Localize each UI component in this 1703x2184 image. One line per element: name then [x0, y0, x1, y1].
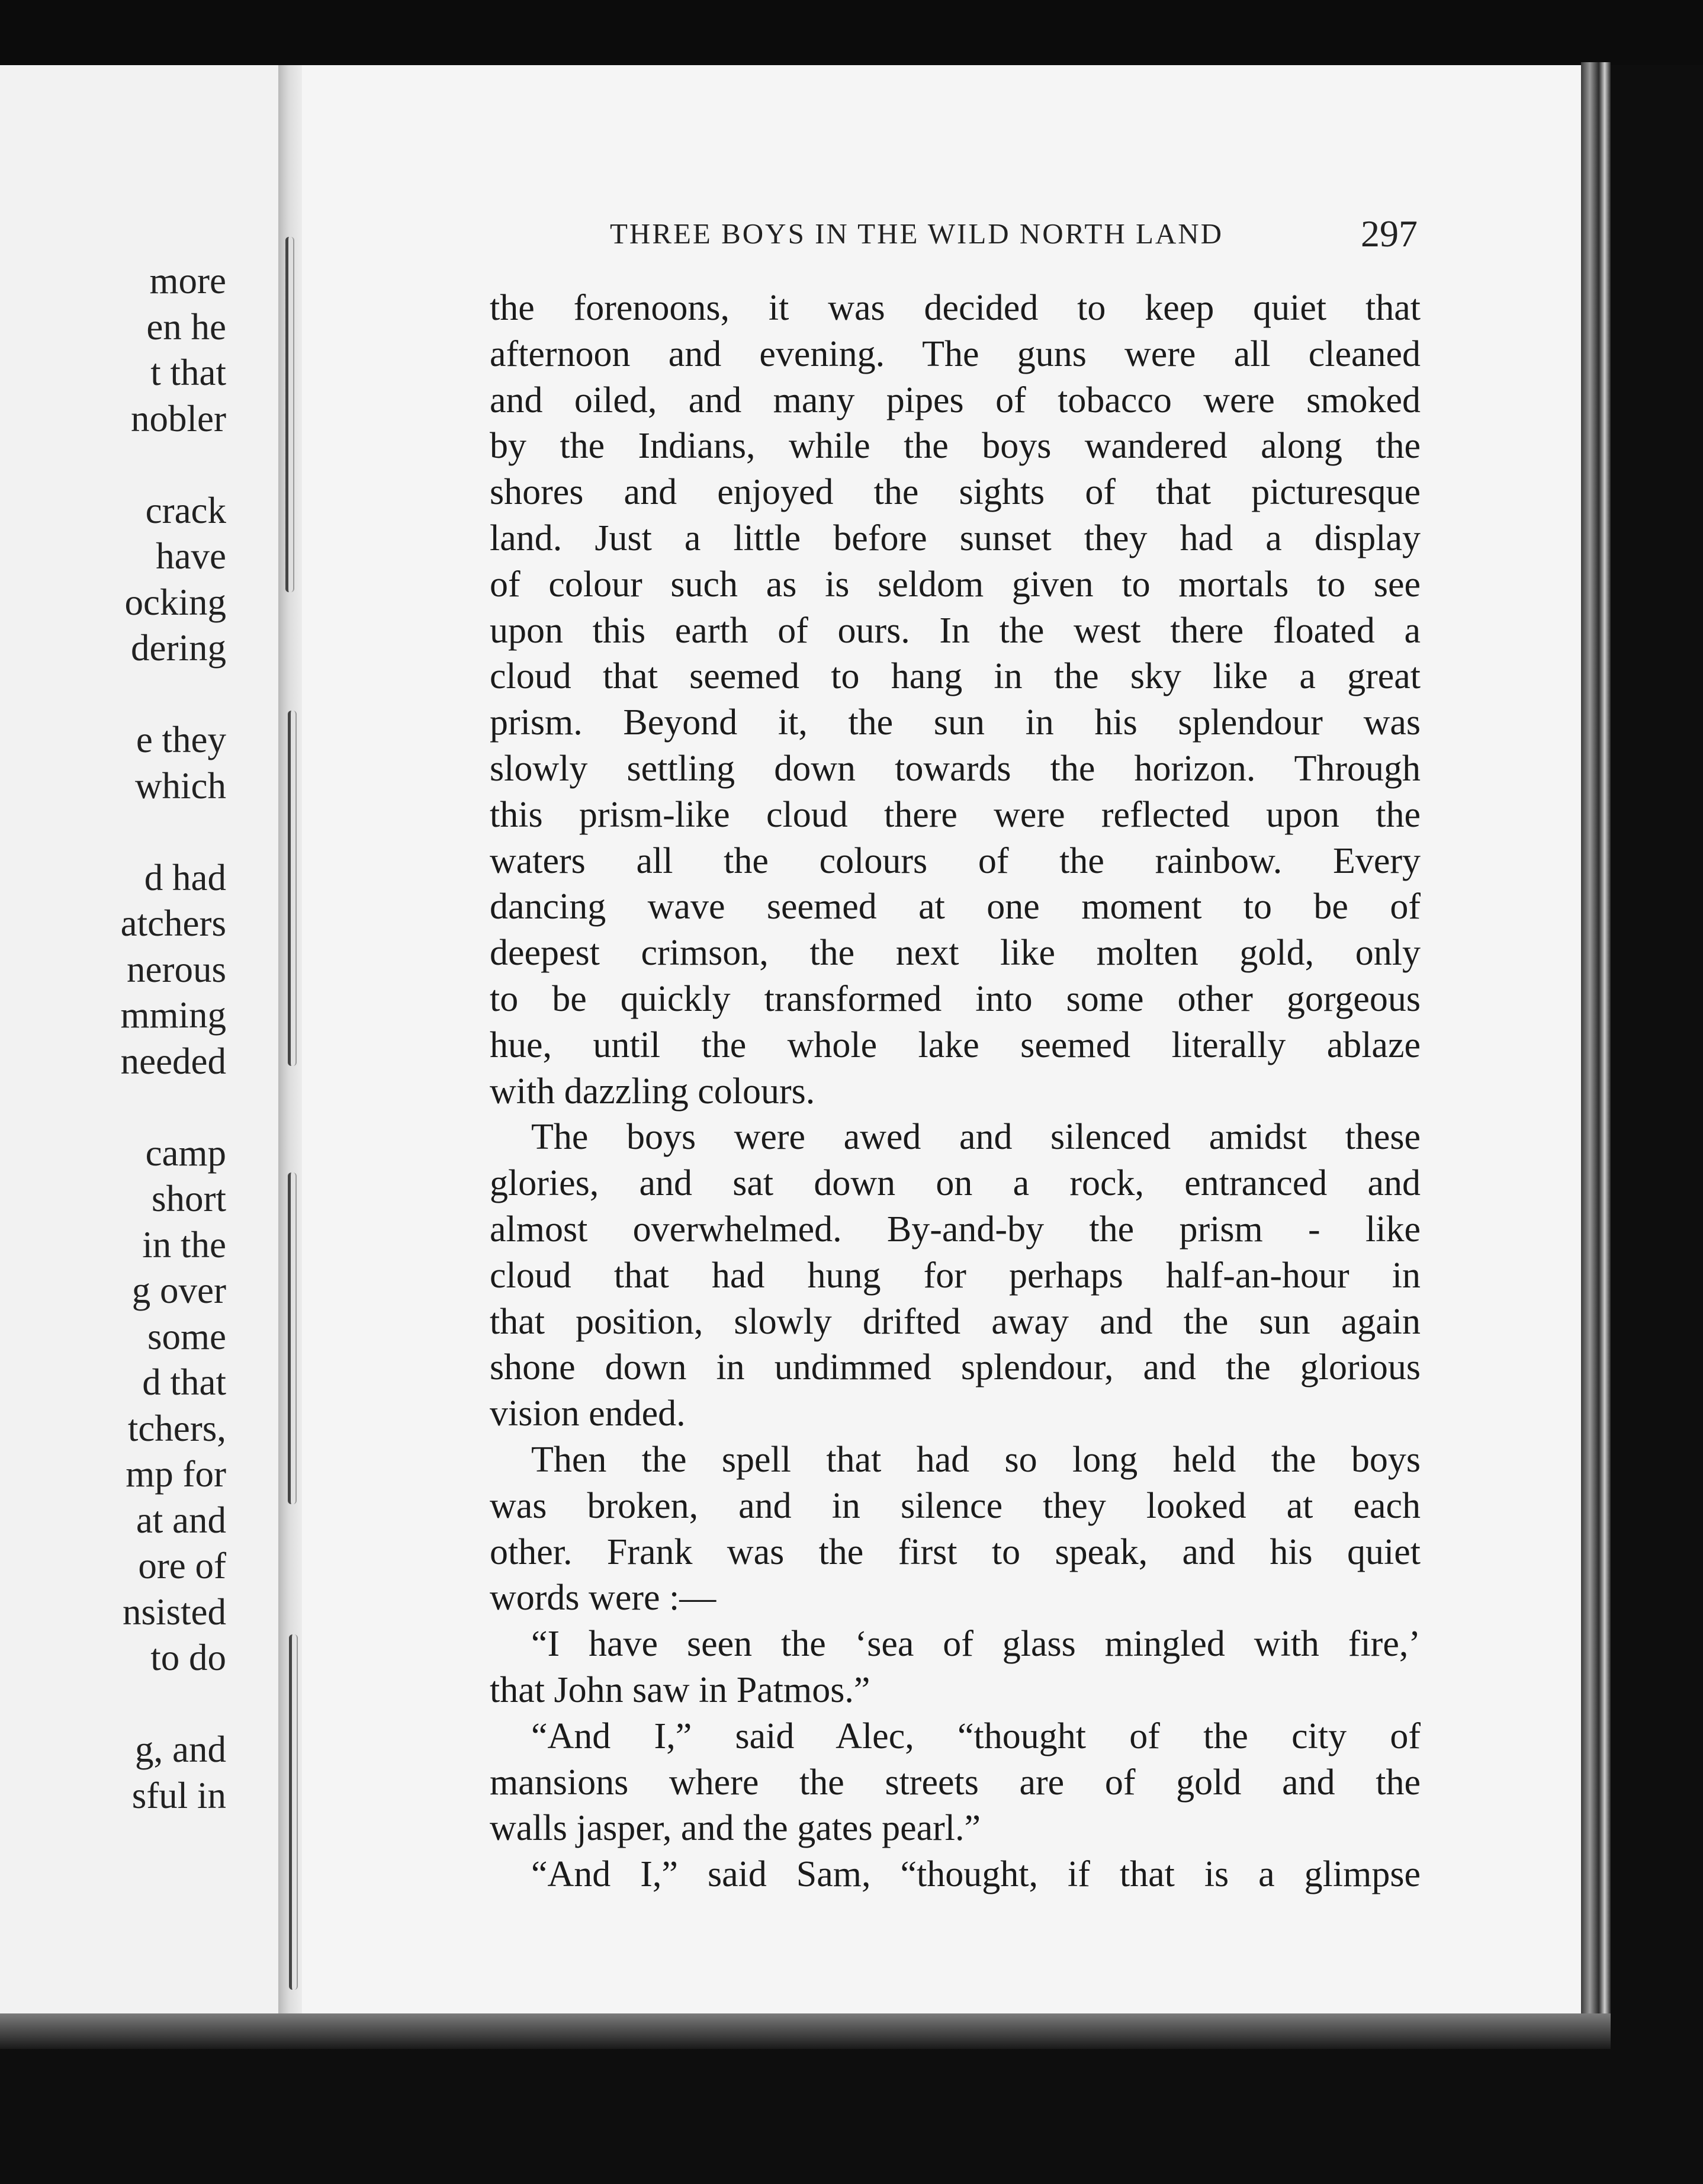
page-bottom-edge [0, 2013, 1611, 2049]
binding-stitch [288, 711, 297, 1066]
facing-page-line: sful in [131, 1774, 226, 1816]
text-line: slowly settling down towards the horizon. Through [490, 748, 1421, 789]
text-line: with dazzling colours. [490, 1071, 815, 1112]
facing-page-line: g over [131, 1270, 226, 1311]
text-line: deepest crimson, the next like molten gold, only [490, 933, 1421, 974]
text-line: that position, slowly drifted away and the sun again [490, 1301, 1421, 1342]
text-line: upon this earth of ours. In the west there floated a [490, 610, 1421, 651]
text-line: cloud that had hung for perhaps half-an-hour in [490, 1255, 1421, 1296]
facing-page-line: t that [150, 352, 226, 393]
text-line: waters all the colours of the rainbow. Every [490, 840, 1421, 881]
facing-page-line: g, and [135, 1729, 226, 1770]
text-line: walls jasper, and the gates pearl.” [490, 1808, 981, 1849]
text-line: The boys were awed and silenced amidst these [531, 1117, 1421, 1158]
text-line: “And I,” said Alec, “thought of the city of [531, 1716, 1421, 1756]
facing-page-line: nobler [131, 397, 226, 439]
scan-background [0, 0, 1703, 65]
text-line: Then the spell that had so long held the boys [531, 1439, 1421, 1480]
paragraph [490, 1621, 1421, 1714]
facing-page-line: which [135, 765, 226, 807]
page-body-text [490, 285, 1421, 1898]
text-line: this prism-like cloud there were reflected upon the [490, 794, 1421, 835]
facing-page-line: e they [136, 719, 226, 760]
text-line: dancing wave seemed at one moment to be of [490, 887, 1421, 927]
facing-page-line: en he [146, 306, 226, 348]
facing-page-line: ocking [124, 581, 226, 623]
facing-page-line: some [147, 1315, 226, 1357]
text-line: “And I,” said Sam, “thought, if that is a glimpse [531, 1854, 1421, 1895]
page-number: 297 [1361, 213, 1418, 255]
text-line: hue, until the whole lake seemed literally ablaze [490, 1024, 1421, 1065]
text-line: glories, and sat down on a rock, entranced and [490, 1163, 1421, 1204]
paragraph [490, 1437, 1421, 1621]
text-line: “I have seen the ‘sea of glass mingled with fire,’ [531, 1624, 1421, 1665]
text-line: cloud that seemed to hang in the sky like a great [490, 656, 1421, 697]
text-line: and oiled, and many pipes of tobacco were smoked [490, 380, 1421, 420]
facing-page-line: nerous [127, 948, 226, 990]
text-line: mansions where the streets are of gold and the [490, 1762, 1421, 1803]
text-line: the forenoons, it was decided to keep quiet that [490, 288, 1421, 328]
paragraph [490, 285, 1421, 1115]
paragraph [490, 1115, 1421, 1437]
text-line: prism. Beyond it, the sun in his splendour was [490, 702, 1421, 743]
binding-stitch [288, 1173, 297, 1504]
text-line: other. Frank was the first to speak, and his quiet [490, 1531, 1421, 1572]
facing-page-line: in the [142, 1223, 226, 1266]
text-line: land. Just a little before sunset they had a display [490, 518, 1421, 558]
text-line: words were :— [490, 1578, 716, 1618]
text-line: vision ended. [490, 1393, 686, 1434]
facing-page-line: needed [120, 1040, 226, 1082]
facing-page-line: short [152, 1178, 226, 1219]
binding-stitch [285, 237, 294, 592]
running-head: THREE BOYS IN THE WILD NORTH LAND [610, 217, 1224, 250]
text-line: of colour such as is seldom given to mortals to see [490, 564, 1421, 605]
paragraph [490, 1852, 1421, 1898]
facing-page-line: nsisted [122, 1591, 226, 1633]
text-line: afternoon and evening. The guns were all cleaned [490, 333, 1421, 374]
facing-page-line: camp [145, 1132, 226, 1174]
facing-page-line: have [156, 535, 226, 577]
facing-page-line: tchers, [127, 1407, 226, 1449]
binding-stitch [289, 1634, 298, 1990]
facing-page-line: to do [150, 1637, 226, 1678]
text-line: shone down in undimmed splendour, and the glorious [490, 1347, 1421, 1388]
text-line: to be quickly transformed into some other gorgeous [490, 978, 1421, 1019]
page-edge [1581, 62, 1611, 2022]
facing-page-line: mp for [126, 1453, 226, 1495]
facing-page-line: d that [142, 1361, 226, 1403]
facing-page-line: more [149, 260, 226, 301]
text-line: was broken, and in silence they looked at each [490, 1485, 1421, 1526]
paragraph [490, 1714, 1421, 1852]
facing-page-line: at and [136, 1499, 226, 1541]
book-gutter [278, 65, 302, 2013]
facing-page-line: dering [131, 627, 226, 669]
facing-page-line: atchers [120, 902, 226, 944]
text-line: almost overwhelmed. By-and-by the prism - like [490, 1209, 1421, 1250]
facing-page [0, 65, 278, 2013]
text-line: shores and enjoyed the sights of that picturesque [490, 472, 1421, 513]
facing-page-line: d had [144, 856, 226, 898]
text-line: by the Indians, while the boys wandered along the [490, 426, 1421, 467]
facing-page-line: crack [145, 489, 226, 531]
text-line: that John saw in Patmos.” [490, 1669, 870, 1710]
facing-page-line: ore of [138, 1545, 226, 1586]
facing-page-line: mming [120, 994, 226, 1036]
